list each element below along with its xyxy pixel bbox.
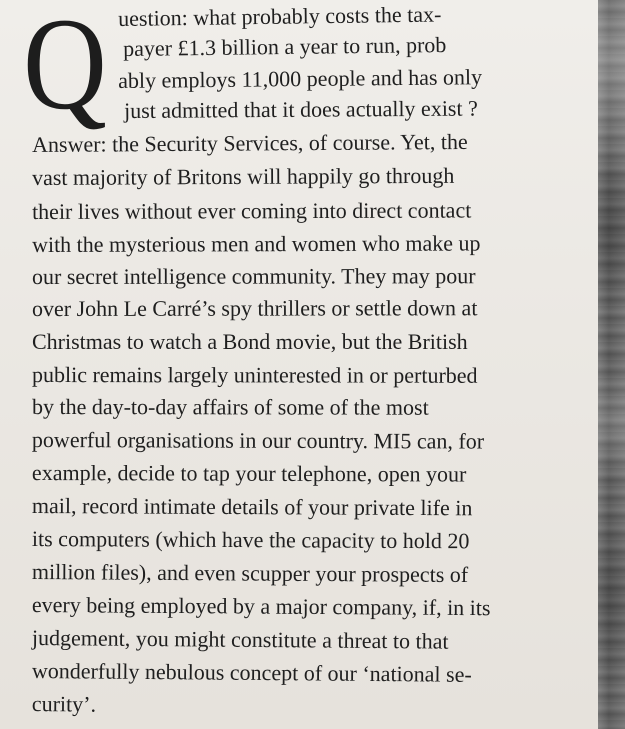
article-line-1: uestion: what probably costs the tax- — [117, 1, 442, 31]
article-line-5: Answer: the Security Services, of course. Yet, the — [31, 128, 468, 157]
article-line-8: with the mysterious men and women who make up — [31, 230, 481, 257]
article-line-12: public remains largely uninterested in or perturbed — [31, 362, 478, 388]
drop-cap-letter: Q — [23, 0, 107, 137]
article-line-22: curity’. — [31, 691, 97, 717]
article-line-2: payer £1.3 billion a year to run, prob — [122, 32, 447, 61]
article-line-13: by the day-to-day affairs of some of the most — [31, 394, 429, 420]
article-line-20: judgement, you might constitute a threat to that — [31, 625, 449, 654]
article-line-11: Christmas to watch a Bond movie, but the British — [32, 329, 468, 354]
article-line-7: their lives without ever coming into direct contact — [31, 197, 472, 224]
article-line-19: every being employed by a major company, if, in its — [31, 592, 491, 621]
article-line-4: just admitted that it does actually exist ? — [123, 95, 478, 123]
article-line-10: over John Le Carré’s spy thrillers or settle down at — [31, 295, 478, 321]
article-line-3: ably employs 11,000 people and has only — [117, 64, 483, 93]
article-line-6: vast majority of Britons will happily go through — [31, 162, 455, 190]
article-line-9: our secret intelligence community. They may pour — [31, 263, 476, 289]
article-line-15: example, decide to tap your telephone, open your — [31, 460, 467, 487]
article-line-16: mail, record intimate details of your private life in — [31, 493, 473, 521]
article-line-21: wonderfully nebulous concept of our ‘national se- — [31, 658, 472, 687]
article-line-17: its computers (which have the capacity to hold 20 — [31, 526, 470, 554]
article-line-18: million files), and even scupper your prospects of — [31, 559, 469, 588]
article-line-14: powerful organisations in our country. MI5 can, for — [31, 427, 485, 454]
adjacent-photo-strip — [598, 0, 625, 729]
